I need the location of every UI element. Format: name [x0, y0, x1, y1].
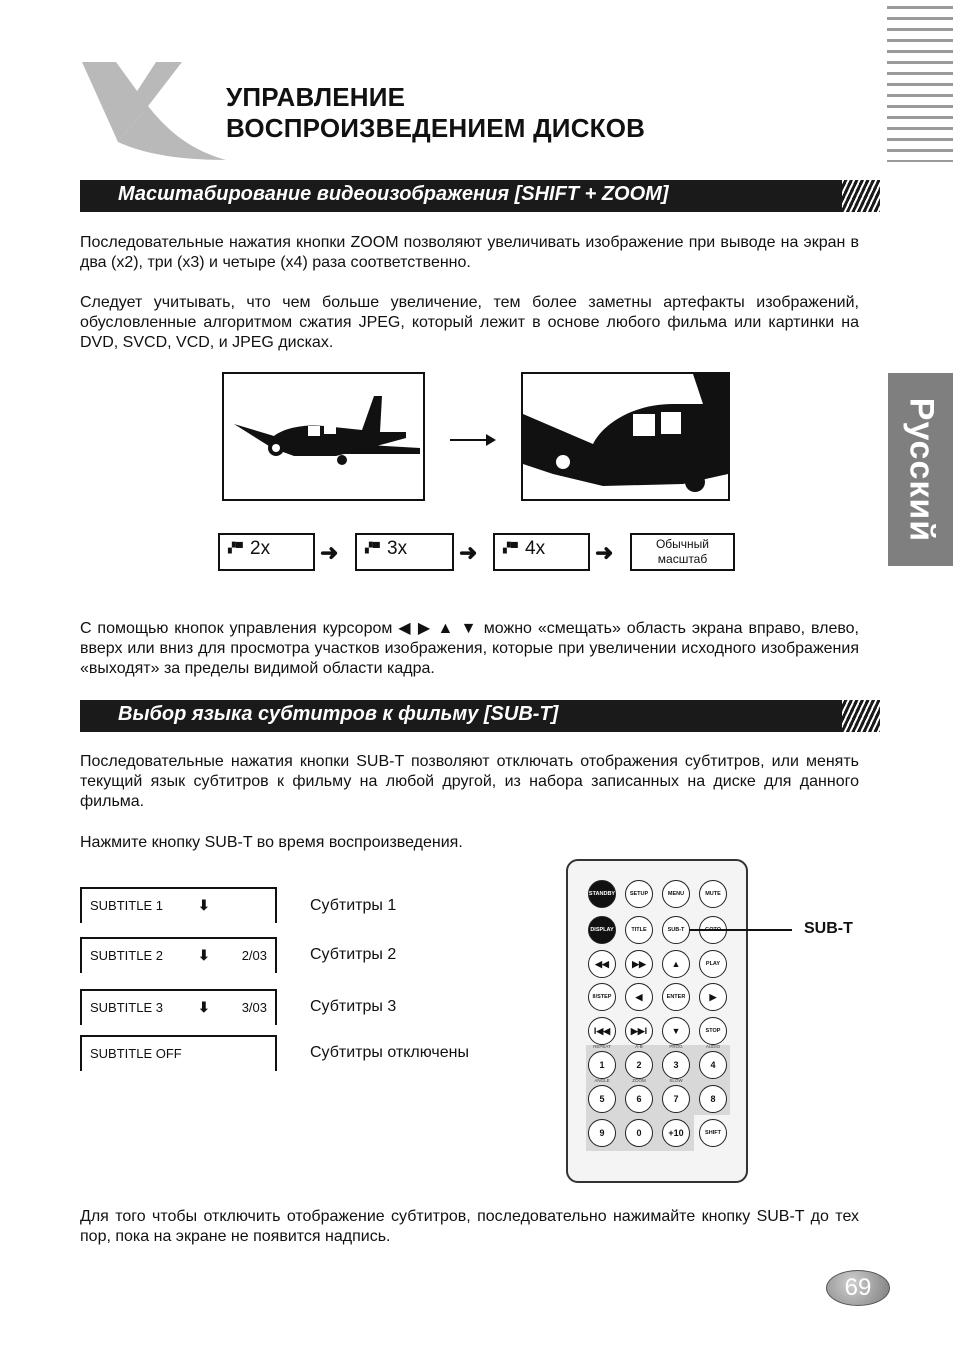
- remote-button-7[interactable]: 7: [662, 1085, 690, 1113]
- section-heading-subtitles: [80, 700, 880, 732]
- remote-key-label: AUDIO: [705, 1044, 721, 1049]
- heading-dots-decoration: [842, 700, 880, 732]
- remote-button-2[interactable]: 2: [625, 1051, 653, 1079]
- remote-key-label: A-B: [635, 1044, 643, 1049]
- normal-scale-line2: масштаб: [657, 552, 708, 566]
- remote-button-3[interactable]: 3: [662, 1051, 690, 1079]
- remote-button--10[interactable]: +10: [662, 1119, 690, 1147]
- subtitle-desc-off: Субтитры отключены: [310, 1044, 469, 1061]
- remote-button-5[interactable]: 5: [588, 1085, 616, 1113]
- remote-key-label: REPEAT: [593, 1044, 611, 1049]
- remote-button-sub-t[interactable]: SUB-T: [662, 916, 690, 944]
- remote-button--[interactable]: ▶: [699, 983, 727, 1011]
- remote-button-title[interactable]: TITLE: [625, 916, 653, 944]
- zoom-step-label: 3x: [387, 538, 408, 559]
- remote-button--i[interactable]: ▶▶I: [625, 1017, 653, 1045]
- arrow-right-icon: ➜: [595, 540, 614, 565]
- subtitle-desc-3: Субтитры 3: [310, 998, 397, 1015]
- remote-button--[interactable]: ▲: [662, 950, 690, 978]
- subtitle-paragraph-2: Нажмите кнопку SUB-T во время воспроизведения.: [80, 834, 463, 851]
- subtitle-osd-label: SUBTITLE 1: [90, 898, 163, 913]
- zoom-icon: ▞▀: [365, 543, 380, 554]
- zoom-icon: ▞▀: [228, 543, 243, 554]
- normal-scale-line1: Обычный: [655, 537, 710, 551]
- remote-key-label: ZOOM: [632, 1078, 646, 1083]
- language-tab: [888, 373, 953, 566]
- remote-button-8[interactable]: 8: [699, 1085, 727, 1113]
- subtitle-osd-off: [80, 1035, 277, 1071]
- subtitle-desc-1: Субтитры 1: [310, 897, 397, 914]
- remote-button-shift[interactable]: SHIFT: [699, 1119, 727, 1147]
- zoom-step-normal: [630, 533, 735, 571]
- down-arrow-icon: ⬇: [198, 999, 210, 1015]
- brand-x-logo: [78, 60, 228, 162]
- remote-button--[interactable]: ◀: [625, 983, 653, 1011]
- remote-button-menu[interactable]: MENU: [662, 880, 690, 908]
- airplane-image-zoomed: [521, 372, 730, 501]
- airplane-image-normal: [222, 372, 425, 501]
- zoom-icon: ▞▀: [503, 543, 518, 554]
- zoom-paragraph-1: Последовательные нажатия кнопки ZOOM позволяют увеличивать изображение при выводе на экран в два (x2), три (x3) и четыре (x4) раза соответственно.: [80, 234, 859, 271]
- zoom-step-3x: [355, 533, 454, 571]
- remote-button-1[interactable]: 1: [588, 1051, 616, 1079]
- zoom-step-label: 2x: [250, 538, 271, 559]
- subtitle-osd-1: [80, 887, 277, 923]
- remote-button-standby[interactable]: STANDBY: [588, 880, 616, 908]
- down-arrow-icon: ⬇: [198, 897, 210, 913]
- callout-line: [689, 929, 792, 931]
- title-line-1: УПРАВЛЕНИЕ: [226, 82, 406, 112]
- decorative-stripes: [887, 6, 953, 162]
- remote-button--[interactable]: ▶▶: [625, 950, 653, 978]
- remote-button-4[interactable]: 4: [699, 1051, 727, 1079]
- subtitle-osd-number: 3/03: [241, 1000, 267, 1015]
- page-number: 69: [826, 1270, 890, 1306]
- remote-button-stop[interactable]: STOP: [699, 1017, 727, 1045]
- zoom-paragraph-2: Следует учитывать, что чем больше увеличение, тем более заметны артефакты изображений, обусловленные алгоритмом сжатия JPEG, который лежит в основе любого фильма или картинки на DVD, SVCD, VCD, и JPEG дисках.: [80, 294, 859, 351]
- subtitle-desc-2: Субтитры 2: [310, 946, 397, 963]
- remote-button-i-[interactable]: I◀◀: [588, 1017, 616, 1045]
- zoom-paragraph-3: С помощью кнопок управления курсором ◀ ▶ ▲ ▼ можно «смещать» область экрана вправо, влево, вверх или вниз для просмотра участков изображения, которые при увеличении исходного изображения «выходят» за пределы видимой области кадра.: [80, 620, 859, 677]
- remote-key-label: PROG: [669, 1044, 683, 1049]
- subtitle-osd-label: SUBTITLE 2: [90, 948, 163, 963]
- subtitle-osd-number: 2/03: [241, 948, 267, 963]
- remote-key-label: ANGLE: [594, 1078, 610, 1083]
- subtitle-osd-2: [80, 937, 277, 973]
- remote-button-ii-step[interactable]: II/STEP: [588, 983, 616, 1011]
- section-heading-subtitles-text: Выбор языка субтитров к фильму [SUB-T]: [118, 703, 559, 725]
- arrow-right-icon: ➜: [320, 540, 339, 565]
- language-tab-label: Русский: [902, 397, 940, 542]
- page-title: [226, 82, 645, 144]
- remote-button-setup[interactable]: SETUP: [625, 880, 653, 908]
- heading-dots-decoration: [842, 180, 880, 212]
- remote-button--[interactable]: ▼: [662, 1017, 690, 1045]
- subtitle-paragraph-1: Последовательные нажатия кнопки SUB-T позволяют отключать отображения субтитров, или менять текущий язык субтитров к фильму на любой другой, из набора записанных на диске для данного фильма.: [80, 753, 859, 810]
- zoom-step-label: 4x: [525, 538, 546, 559]
- subtitle-osd-label: SUBTITLE 3: [90, 1000, 163, 1015]
- subtitle-paragraph-3: Для того чтобы отключить отображение субтитров, последовательно нажимайте кнопку SUB-T до тех пор, пока на экране не появится надпись.: [80, 1208, 859, 1245]
- arrow-right-icon: [448, 432, 498, 448]
- zoom-step-4x: [493, 533, 590, 571]
- remote-key-label: SLOW: [669, 1078, 683, 1083]
- subtitle-osd-3: [80, 989, 277, 1025]
- remote-button--[interactable]: ◀◀: [588, 950, 616, 978]
- remote-button-enter[interactable]: ENTER: [662, 983, 690, 1011]
- remote-button-display[interactable]: DISPLAY: [588, 916, 616, 944]
- remote-button-0[interactable]: 0: [625, 1119, 653, 1147]
- remote-control: [566, 859, 748, 1183]
- title-line-2: ВОСПРОИЗВЕДЕНИЕМ ДИСКОВ: [226, 113, 646, 143]
- airplane-zoomed-icon: [523, 374, 728, 499]
- section-heading-zoom: [80, 180, 880, 212]
- remote-button-play[interactable]: PLAY: [699, 950, 727, 978]
- remote-button-9[interactable]: 9: [588, 1119, 616, 1147]
- subtitle-osd-label: SUBTITLE OFF: [90, 1046, 182, 1061]
- sub-t-callout-label: SUB-T: [804, 920, 853, 937]
- down-arrow-icon: ⬇: [198, 947, 210, 963]
- zoom-step-2x: [218, 533, 315, 571]
- airplane-icon: [224, 374, 423, 499]
- arrow-right-icon: ➜: [459, 540, 478, 565]
- remote-button-mute[interactable]: MUTE: [699, 880, 727, 908]
- remote-button-6[interactable]: 6: [625, 1085, 653, 1113]
- section-heading-zoom-text: Масштабирование видеоизображения [SHIFT + ZOOM]: [118, 183, 669, 205]
